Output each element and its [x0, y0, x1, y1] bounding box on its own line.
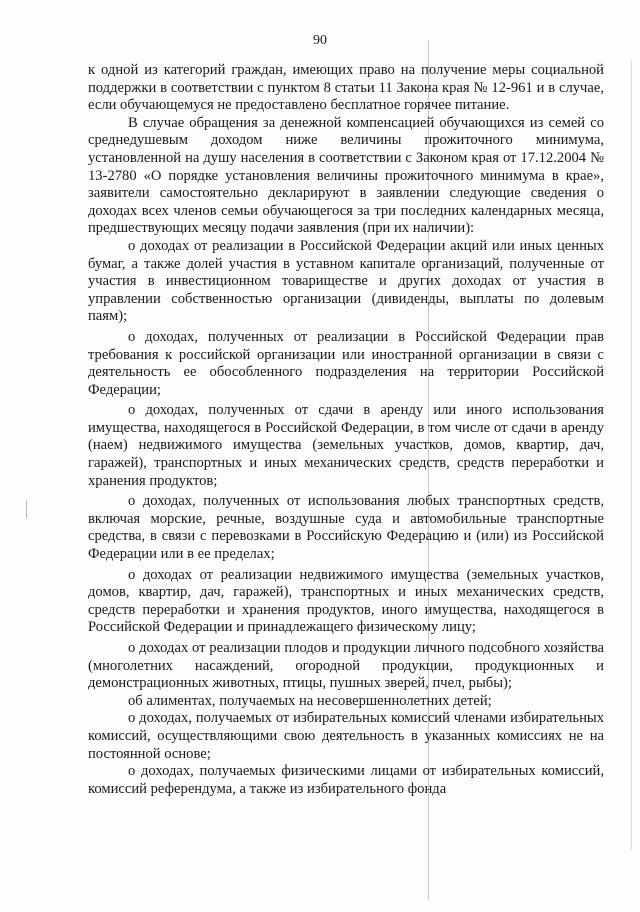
list-item-income: о доходах, полученных от реализации в Российской Федерации прав требования к российской организации или иностранной организации в связи с деятельность ее обособленного подразделения на территории Российской Федерации; — [88, 328, 604, 398]
list-item-income: о доходах, получаемых физическими лицами от избирательных комиссий, комиссий референдума, а также из избирательного фонда — [88, 763, 604, 797]
document-body — [88, 62, 604, 798]
list-item-income: о доходах от реализации недвижимого имущества (земельных участков, домов, квартир, дач, гаражей), транспортных и иных механических средств, средств переработки и хранения продуктов, иного имущества, находящегося в Российской Федерации и принадлежащего физическому лицу; — [88, 566, 604, 636]
paragraph-continuation: к одной из категорий граждан, имеющих право на получение меры социальной поддержки в соответствии с пунктом 8 статьи 11 Закона края № 12-961 и в случае, если обучающемуся не предоставлено бесплатное горячее питание. — [88, 62, 604, 114]
list-item-income: о доходах, полученных от использования любых транспортных средств, включая морские, речные, воздушные суда и автомобильные транспортные средства, в связи с перевозками в Российскую Федерацию и (или) из Российской Федерации или в ее пределах; — [88, 493, 604, 563]
scan-artifact-mark — [26, 500, 27, 518]
list-item-income: о доходах, получаемых от избирательных комиссий членами избирательных комиссий, осуществляющими свою деятельность в указанных комиссиях не на постоянной основе; — [88, 710, 604, 762]
scan-artifact-line — [631, 60, 632, 850]
list-item-income: о доходах, полученных от сдачи в аренду или иного использования имущества, находящегося в Российской Федерации, в том числе от сдачи в аренду (наем) недвижимого имущества (земельных участков, домов, квартир, дач, гаражей), транспортных и иных механических средств, средств переработки и хранения продуктов; — [88, 402, 604, 489]
list-item-income: о доходах от реализации плодов и продукции личного подсобного хозяйства (многолетних насаждений, огородной продукции, продукционных и демонстрационных животных, птицы, пушных зверей, пчел, рыбы); — [88, 640, 604, 692]
page-number: 90 — [313, 33, 327, 48]
paragraph-intro: В случае обращения за денежной компенсацией обучающихся из семей со среднедушевым доходом ниже величины прожиточного минимума, установленной на душу населения в соответствии с Законом края от 17.12.2004 № 13-2780 «О порядке установления величины прожиточного минимума в крае», заявители самостоятельно декларируют в заявлении следующие сведения о доходах всех членов семьи обучающегося за три последних календарных месяца, предшествующих месяцу подачи заявления (при их наличии): — [88, 114, 604, 237]
list-item-income: об алиментах, получаемых на несовершеннолетних детей; — [128, 692, 492, 709]
list-item-income: о доходах от реализации в Российской Федерации акций или иных ценных бумаг, а также долей участия в уставном капитале организаций, полученные от участия в инвестиционном товариществе и других доходах от участия в управлении собственностью организации (дивиденды, выплаты по долевым паям); — [88, 237, 604, 325]
